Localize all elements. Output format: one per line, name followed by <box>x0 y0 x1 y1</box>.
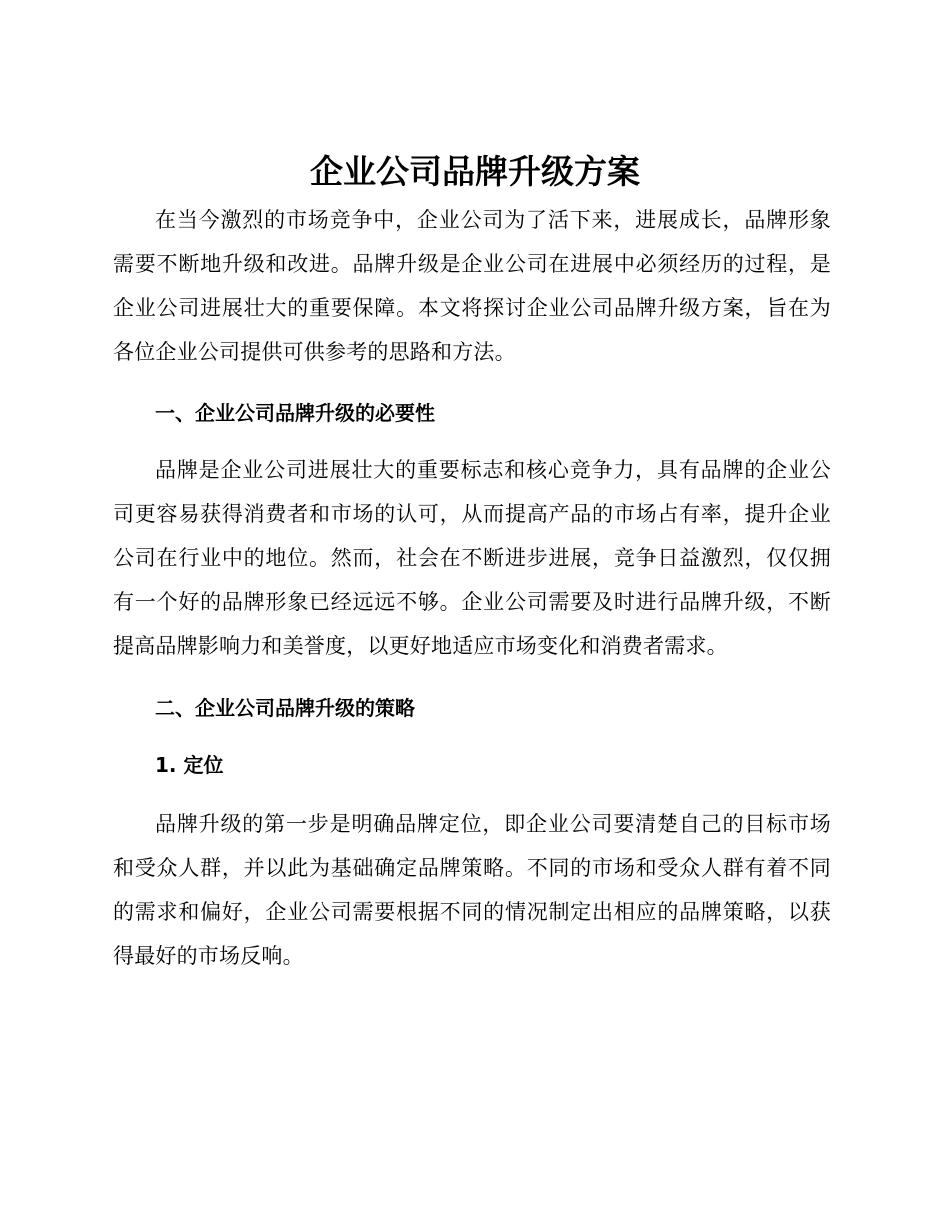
section-2-heading: 二、企业公司品牌升级的策略 <box>155 696 415 720</box>
section-1-heading: 一、企业公司品牌升级的必要性 <box>155 401 435 425</box>
subsection-1-paragraph: 品牌升级的第一步是明确品牌定位，即企业公司要清楚自己的目标市场和受众人群，并以此为基础确定品牌策略。不同的市场和受众人群有着不同的需求和偏好，企业公司需要根据不同的情况制定出相应的品牌策略，以获得最好的市场反响。 <box>113 812 831 968</box>
intro-paragraph: 在当今激烈的市场竞争中，企业公司为了活下来，进展成长，品牌形象需要不断地升级和改进。品牌升级是企业公司在进展中必须经历的过程，是企业公司进展壮大的重要保障。本文将探讨企业公司品牌升级方案，旨在为各位企业公司提供可供参考的思路和方法。 <box>113 208 831 364</box>
document-title: 企业公司品牌升级方案 <box>310 152 640 191</box>
subsection-1-heading: 1. 定位 <box>155 753 224 777</box>
section-1-paragraph: 品牌是企业公司进展壮大的重要标志和核心竞争力，具有品牌的企业公司更容易获得消费者和市场的认可，从而提高产品的市场占有率，提升企业公司在行业中的地位。然而，社会在不断进步进展，竞争日益激烈，仅仅拥有一个好的品牌形象已经远远不够。企业公司需要及时进行品牌升级，不断提高品牌影响力和美誉度，以更好地适应市场变化和消费者需求。 <box>113 458 831 658</box>
